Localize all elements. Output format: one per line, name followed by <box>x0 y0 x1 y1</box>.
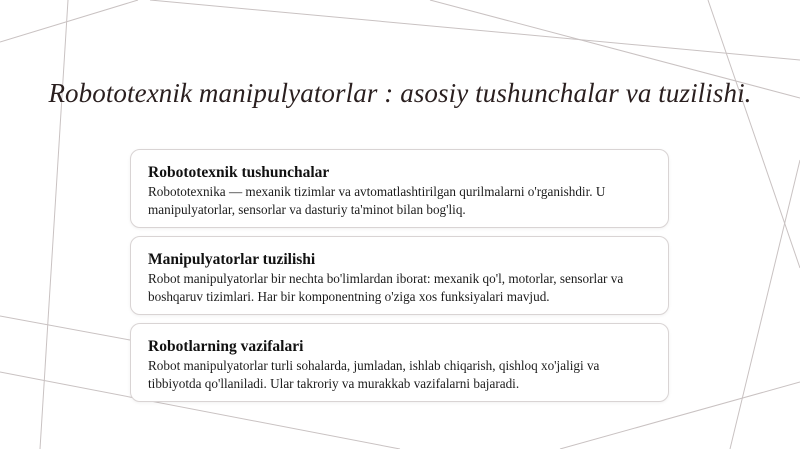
card-body-text: Robot manipulyatorlar turli sohalarda, jumladan, ishlab chiqarish, qishloq xo'jaligi va tibbiyotda qo'llaniladi. Ular takroriy va murakkab vazifalarni bajaradi. <box>148 358 600 391</box>
card-heading: Robotlarning vazifalari <box>148 338 304 355</box>
info-card-robot-tasks <box>130 323 669 402</box>
card-body-text: Robototexnika — mexanik tizimlar va avtomatlashtirilgan qurilmalarni o'rganishdir. U manipulyatorlar, sensorlar va dasturiy ta'minot bilan bog'liq. <box>148 184 606 217</box>
info-card-manipulator-structure <box>130 236 669 315</box>
card-heading: Manipulyatorlar tuzilishi <box>148 251 316 268</box>
slide-title: Robototexnik manipulyatorlar : asosiy tushunchalar va tuzilishi. <box>48 78 752 108</box>
card-body-text: Robot manipulyatorlar bir nechta bo'limlardan iborat: mexanik qo'l, motorlar, sensorlar va boshqaruv tizimlari. Har bir komponentning o'ziga xos funksiyalari mavjud. <box>148 271 624 304</box>
info-card-robotics-concepts <box>130 149 669 228</box>
card-heading: Robototexnik tushunchalar <box>148 164 330 181</box>
